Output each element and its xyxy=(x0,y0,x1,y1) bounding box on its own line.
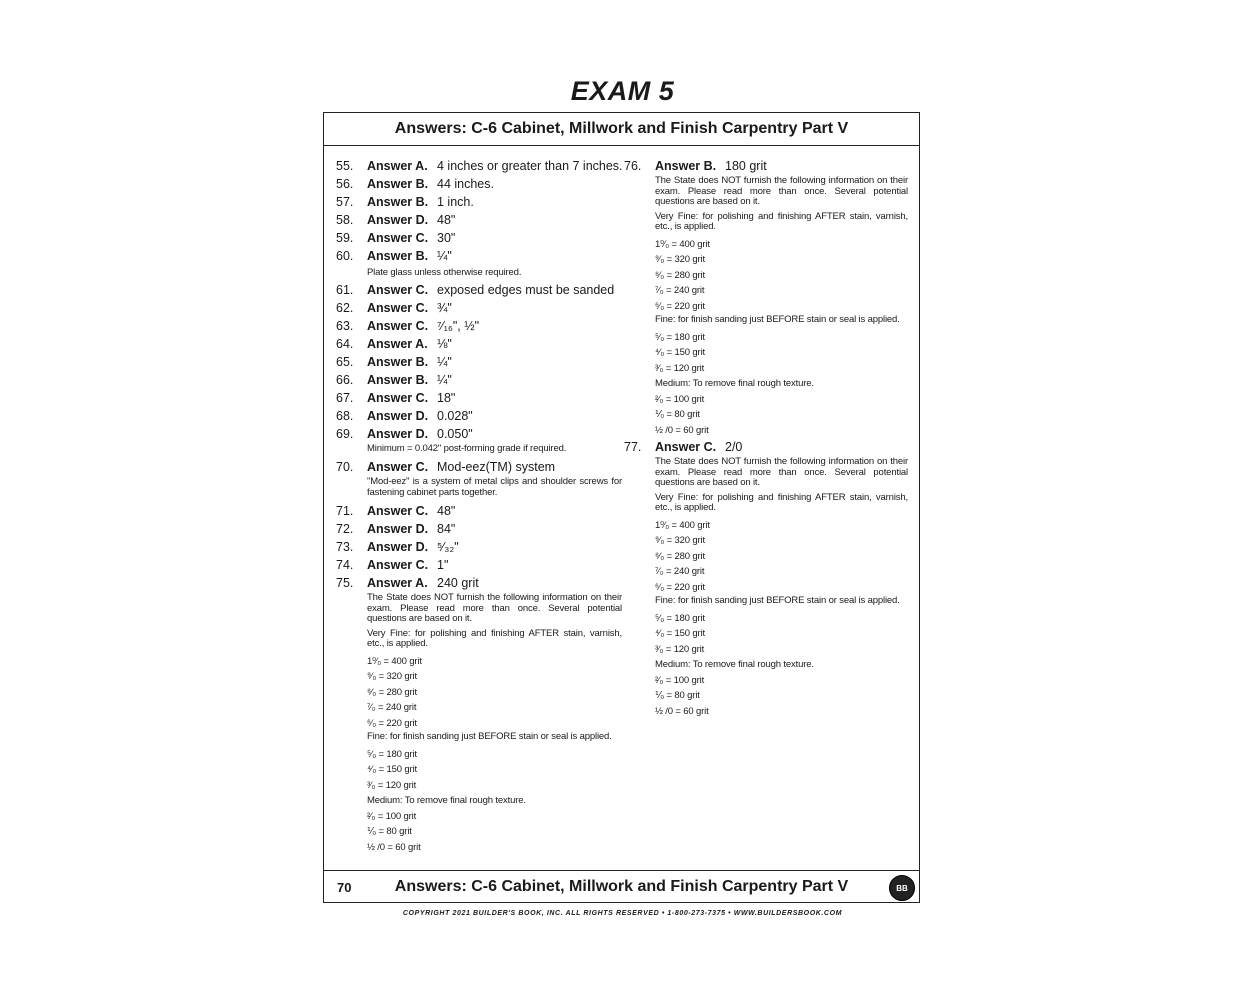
answer-note: 1⁰⁄₀ = 400 grit xyxy=(367,655,422,667)
answer-item xyxy=(336,574,622,592)
answer-value: 48" xyxy=(437,504,456,518)
answer-value: 0.028" xyxy=(437,408,473,423)
answer-note: ²⁄₀ = 100 grit xyxy=(655,393,705,405)
answer-note: ⁸⁄₀ = 280 grit xyxy=(655,550,705,562)
answer-value: ⅛" xyxy=(437,336,452,351)
answer-item xyxy=(336,407,622,425)
answer-note: ⁸⁄₀ = 280 grit xyxy=(655,269,705,281)
answer-number: 62. xyxy=(336,300,354,315)
answer-note: ⁷⁄₀ = 240 grit xyxy=(655,285,705,296)
answer-letter: Answer C. xyxy=(367,318,429,333)
answer-letter: Answer C. xyxy=(367,300,429,315)
answer-note: Very Fine: for polishing and finishing AFTER stain, varnish, etc., is applied. xyxy=(367,627,622,649)
answer-note: ⁶⁄₀ = 220 grit xyxy=(655,581,705,593)
answer-number: 55. xyxy=(336,159,354,173)
answer-value: 30" xyxy=(437,231,456,245)
answer-number: 67. xyxy=(336,390,354,405)
answer-note: Fine: for finish sanding just BEFORE stain or seal is applied. xyxy=(655,314,900,325)
answer-note: ⁹⁄₀ = 320 grit xyxy=(655,535,706,546)
answer-value: ¾" xyxy=(437,300,452,315)
header-divider xyxy=(324,145,919,146)
answer-note: ⁴⁄₀ = 150 grit xyxy=(655,347,706,358)
answer-value: ⁵⁄₃₂" xyxy=(437,540,459,554)
answer-item xyxy=(336,247,622,265)
answer-item xyxy=(336,193,622,211)
answer-value: 180 grit xyxy=(725,159,767,173)
answer-letter: Answer A. xyxy=(367,159,428,173)
answer-value: 1" xyxy=(437,558,449,572)
answer-note: ½ /0 = 60 grit xyxy=(655,705,709,717)
answer-value: 240 grit xyxy=(437,576,479,590)
answer-item xyxy=(624,157,908,175)
answer-number: 63. xyxy=(336,318,354,333)
answer-note: ⁵⁄₀ = 180 grit xyxy=(655,331,705,343)
answer-note: The State does NOT furnish the following information on their exam. Please read more than once. Several potential questions are based on it. xyxy=(655,456,908,488)
answer-note: Very Fine: for polishing and finishing AFTER stain, varnish, etc., is applied. xyxy=(655,491,908,513)
answer-number: 56. xyxy=(336,177,354,191)
answer-note: The State does NOT furnish the following information on their exam. Please read more than once. Several potential questions are based on it. xyxy=(367,592,622,624)
answer-letter: Answer D. xyxy=(367,426,429,441)
answer-item xyxy=(336,556,622,574)
answer-number: 59. xyxy=(336,231,354,245)
answer-value: 48" xyxy=(437,213,456,227)
answer-value: 84" xyxy=(437,522,456,536)
answer-letter: Answer A. xyxy=(367,576,428,590)
page-number: 70 xyxy=(337,880,352,895)
answer-letter: Answer C. xyxy=(367,390,429,405)
answer-value: 0.050" xyxy=(437,426,473,441)
answer-number: 68. xyxy=(336,408,354,423)
footer-divider xyxy=(324,870,919,871)
answer-note: ⁴⁄₀ = 150 grit xyxy=(367,764,418,775)
answer-letter: Answer B. xyxy=(367,372,429,387)
answer-letter: Answer B. xyxy=(367,354,429,369)
answer-letter: Answer B. xyxy=(367,195,429,209)
answer-item xyxy=(336,502,622,520)
answer-value: 44 inches. xyxy=(437,177,494,191)
answer-value: Mod-eez(TM) system xyxy=(437,460,556,474)
answer-note: ⁸⁄₀ = 280 grit xyxy=(367,686,417,698)
answer-value: ⁷⁄₁₆", ½" xyxy=(437,318,480,333)
answer-item xyxy=(336,175,622,193)
answer-note: ½ /0 = 60 grit xyxy=(367,841,421,853)
answer-note: ⅟₀ = 80 grit xyxy=(655,409,700,420)
answer-letter: Answer C. xyxy=(655,440,717,454)
answer-value: 2/0 xyxy=(725,440,743,454)
answer-number: 64. xyxy=(336,336,354,351)
answer-number: 57. xyxy=(336,195,354,209)
answer-item xyxy=(336,281,622,299)
answer-page-frame xyxy=(323,112,920,903)
answer-item xyxy=(336,211,622,229)
answer-note: Medium: To remove final rough texture. xyxy=(367,795,526,806)
answer-note: ⅟₀ = 80 grit xyxy=(655,690,700,701)
answer-value: ¼" xyxy=(437,372,452,387)
page-header-title: Answers: C-6 Cabinet, Millwork and Finish Carpentry Part V xyxy=(394,120,849,137)
answer-note: 1⁰⁄₀ = 400 grit xyxy=(655,238,710,250)
answer-letter: Answer D. xyxy=(367,213,429,227)
answer-value: ¼" xyxy=(437,354,452,369)
answer-note: Plate glass unless otherwise required. xyxy=(367,267,522,278)
answer-note: ⁵⁄₀ = 180 grit xyxy=(655,612,705,624)
answer-note: The State does NOT furnish the following information on their exam. Please read more than once. Several potential questions are based on it. xyxy=(655,175,908,207)
answer-number: 75. xyxy=(336,576,354,590)
answer-note: ⁷⁄₀ = 240 grit xyxy=(367,702,417,713)
answer-item xyxy=(336,317,622,335)
answer-note: ⁶⁄₀ = 220 grit xyxy=(655,300,705,312)
answer-note: ½ /0 = 60 grit xyxy=(655,424,709,436)
answer-letter: Answer C. xyxy=(367,460,429,474)
answer-item xyxy=(336,538,622,556)
exam-title: EXAM 5 xyxy=(570,76,675,106)
answer-item xyxy=(336,458,622,476)
answer-letter: Answer D. xyxy=(367,522,429,536)
answer-letter: Answer B. xyxy=(367,177,429,191)
answer-note: "Mod-eez" is a system of metal clips and shoulder screws for fastening cabinet parts together. xyxy=(367,476,622,498)
answer-letter: Answer D. xyxy=(367,540,429,554)
answer-item xyxy=(336,353,622,371)
answer-note: ⁶⁄₀ = 220 grit xyxy=(367,717,417,729)
answer-note: ³⁄₀ = 120 grit xyxy=(367,779,417,791)
footer-title: Answers: C-6 Cabinet, Millwork and Finish Carpentry Part V xyxy=(394,878,849,895)
answer-note: Medium: To remove final rough texture. xyxy=(655,378,814,389)
answer-number: 70. xyxy=(336,460,354,474)
copyright-line: COPYRIGHT 2021 BUILDER'S BOOK, INC. ALL RIGHTS RESERVED • 1-800-273-7375 • WWW.BUILDERSBOOK.COM xyxy=(402,910,843,917)
answer-number: 66. xyxy=(336,372,354,387)
answer-letter: Answer D. xyxy=(367,408,429,423)
answer-note: Fine: for finish sanding just BEFORE stain or seal is applied. xyxy=(655,595,900,606)
answer-number: 61. xyxy=(336,282,354,297)
answer-number: 73. xyxy=(336,540,354,554)
answer-note: Very Fine: for polishing and finishing AFTER stain, varnish, etc., is applied. xyxy=(655,210,908,232)
answer-note: Medium: To remove final rough texture. xyxy=(655,659,814,670)
answer-value: 18" xyxy=(437,390,456,405)
answer-item xyxy=(624,438,908,456)
answer-note: Fine: for finish sanding just BEFORE stain or seal is applied. xyxy=(367,731,612,742)
answer-note: ⁹⁄₀ = 320 grit xyxy=(655,254,706,265)
answer-number: 76. xyxy=(624,159,642,173)
answer-letter: Answer C. xyxy=(367,282,429,297)
answer-item xyxy=(336,371,622,389)
answer-number: 74. xyxy=(336,558,354,572)
answer-letter: Answer C. xyxy=(367,231,429,245)
answers-left-column xyxy=(336,157,622,855)
answer-number: 65. xyxy=(336,354,354,369)
publisher-logo-icon: BB xyxy=(889,875,915,901)
answer-number: 69. xyxy=(336,426,354,441)
answer-number: 60. xyxy=(336,249,354,263)
answer-letter: Answer C. xyxy=(367,558,429,572)
answer-value: 1 inch. xyxy=(437,195,474,209)
answer-number: 77. xyxy=(624,440,642,454)
answer-number: 58. xyxy=(336,213,354,227)
answer-note: ²⁄₀ = 100 grit xyxy=(655,674,705,686)
answer-item xyxy=(336,425,622,443)
answer-note: ⅟₀ = 80 grit xyxy=(367,826,412,837)
answer-item xyxy=(336,389,622,407)
answer-letter: Answer B. xyxy=(367,249,429,263)
answer-value: 4 inches or greater than 7 inches. xyxy=(437,159,623,173)
answer-item xyxy=(336,157,622,175)
answer-number: 71. xyxy=(336,504,354,518)
answer-note: ⁵⁄₀ = 180 grit xyxy=(367,748,417,760)
answer-note: ³⁄₀ = 120 grit xyxy=(655,643,705,655)
answer-note: ³⁄₀ = 120 grit xyxy=(655,362,705,374)
answer-letter: Answer B. xyxy=(655,159,717,173)
answer-note: ²⁄₀ = 100 grit xyxy=(367,810,417,822)
answer-note: ⁹⁄₀ = 320 grit xyxy=(367,671,418,682)
answer-note: Minimum = 0.042" post-forming grade if required. xyxy=(367,442,567,454)
answers-right-column xyxy=(624,157,908,719)
answer-letter: Answer C. xyxy=(367,504,429,518)
answer-item xyxy=(336,520,622,538)
answer-item xyxy=(336,229,622,247)
answer-note: ⁴⁄₀ = 150 grit xyxy=(655,628,706,639)
answer-note: ⁷⁄₀ = 240 grit xyxy=(655,566,705,577)
answer-note: 1⁰⁄₀ = 400 grit xyxy=(655,519,710,531)
answer-item xyxy=(336,299,622,317)
answer-value: ¼" xyxy=(437,249,452,263)
answer-value: exposed edges must be sanded xyxy=(437,282,615,297)
answer-letter: Answer A. xyxy=(367,336,428,351)
answer-number: 72. xyxy=(336,522,354,536)
answer-item xyxy=(336,335,622,353)
